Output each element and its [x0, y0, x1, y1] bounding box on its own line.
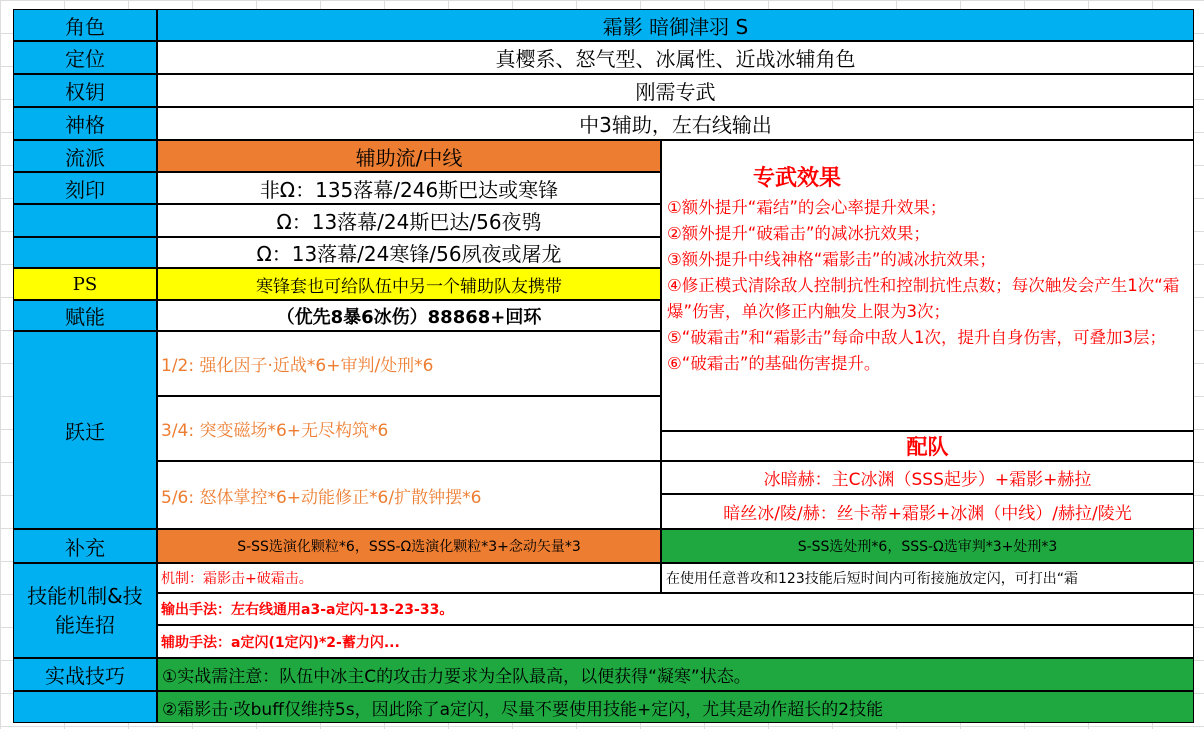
label-key[interactable] [13, 74, 157, 107]
team-line-1[interactable] [661, 461, 1194, 494]
label-leap-text: 跃迁 [65, 419, 105, 444]
combo-output[interactable] [157, 593, 1194, 625]
label-ps-text: PS [72, 273, 98, 295]
role-value[interactable] [157, 9, 1194, 41]
label-position-text: 定位 [65, 47, 105, 71]
team-title-text: 配队 [906, 435, 949, 459]
label-practice-blank[interactable] [13, 691, 157, 723]
label-imprint-text: 刻印 [65, 177, 105, 202]
weapon-effect-line: ①额外提升“霜结”的会心率提升效果； [667, 198, 947, 217]
label-practice-text: 实战技巧 [45, 664, 125, 688]
tip-row-2[interactable] [157, 691, 1194, 723]
label-imprint-blank-1[interactable] [13, 204, 157, 237]
leap-text-1: 1/2: 强化因子·近战*6+审判/处刑*6 [161, 356, 434, 376]
school-value[interactable] [157, 140, 661, 172]
key-value[interactable] [157, 74, 1194, 107]
label-imprint[interactable] [13, 172, 157, 204]
weapon-effects-title: 专武效果 [753, 166, 842, 191]
supplement-left-text: S-SS选演化颗粒*6，SSS-Ω选演化颗粒*3+念动矢量*3 [237, 539, 581, 555]
team-line-2[interactable] [661, 494, 1194, 529]
label-practice[interactable] [13, 658, 157, 691]
imprint-row-3[interactable] [157, 237, 661, 268]
label-position[interactable] [13, 41, 157, 74]
mechanism-right-text: 在使用任意普攻和123技能后短时间内可衔接施放定闪，可打出“霜 [666, 571, 1078, 587]
weapon-effect-line: ③额外提升中线神格“霜影击”的减冰抗效果； [667, 250, 996, 269]
weapon-effect-line: ④修正模式清除敌人控制抗性和控制抗性点数；每次触发会产生1次“霜爆”伤害，单次修正内触发上限为3次； [667, 276, 1180, 321]
position-value-text: 真樱系、怒气型、冰属性、近战冰辅角色 [495, 47, 856, 71]
imprint-row-2[interactable] [157, 204, 661, 237]
label-role-text: 角色 [65, 14, 105, 39]
mechanism-left[interactable] [157, 563, 661, 593]
label-school-text: 流派 [65, 145, 105, 170]
label-god-text: 神格 [65, 113, 105, 137]
label-leap[interactable] [13, 331, 157, 529]
combo-support-text: 辅助手法：a定闪(1定闪)*2-蓄力闪... [161, 634, 400, 651]
weapon-effect-line: ⑥“破霜击”的基础伤害提升。 [667, 354, 881, 373]
weapon-effect-line: ②额外提升“破霜击”的减冰抗效果； [667, 224, 930, 243]
label-supplement-text: 补充 [65, 535, 105, 560]
position-value[interactable] [157, 41, 1194, 74]
leap-text-2: 3/4: 突变磁场*6+无尽构筑*6 [161, 421, 389, 441]
team-line-1-text: 冰暗赫：主C冰渊（SSS起步）+霜影+赫拉 [763, 470, 1092, 490]
talent-value-text: （优先8暴6冰伤）88868+回环 [276, 306, 542, 328]
imprint-text-2: Ω：13落幕/24斯巴达/56夜鸮 [276, 210, 542, 234]
tip-row-1[interactable] [157, 658, 1194, 691]
leap-row-2[interactable] [157, 396, 661, 461]
talent-value[interactable] [157, 300, 661, 331]
label-skills-text: 技能机制&技能连招 [27, 583, 143, 637]
label-supplement[interactable] [13, 529, 157, 563]
label-school[interactable] [13, 140, 157, 172]
imprint-row-1[interactable] [157, 172, 661, 204]
label-key-text: 权钥 [65, 80, 105, 104]
leap-text-3: 5/6: 怒体掌控*6+动能修正*6/扩散钟摆*6 [161, 487, 482, 508]
supplement-right[interactable] [661, 529, 1194, 563]
supplement-right-text: S-SS选处刑*6，SSS-Ω选审判*3+处刑*3 [797, 539, 1058, 555]
weapon-effect-line: ⑤“破霜击”和“霜影击”每命中敌人1次，提升自身伤害，可叠加3层； [667, 328, 1166, 347]
label-talent[interactable] [13, 300, 157, 331]
imprint-text-1: 非Ω：135落幕/246斯巴达或寒锋 [259, 177, 559, 202]
label-imprint-blank-2[interactable] [13, 237, 157, 268]
key-value-text: 刚需专武 [635, 80, 716, 104]
leap-row-1[interactable] [157, 331, 661, 396]
weapon-effects-list [667, 195, 1190, 377]
role-value-text: 霜影 暗御津羽 S [602, 14, 749, 39]
team-line-2-text: 暗丝冰/陵/赫：丝卡蒂+霜影+冰渊（中线）/赫拉/陵光 [723, 504, 1132, 524]
label-skills[interactable] [13, 563, 157, 658]
tip-text-1: ①实战需注意：队伍中冰主C的攻击力要求为全队最高，以便获得“凝寒”状态。 [162, 667, 751, 687]
mechanism-left-text: 机制：霜影击+破霜击。 [161, 571, 313, 587]
label-ps[interactable] [13, 268, 157, 300]
combo-support[interactable] [157, 625, 1194, 658]
tip-text-2: ②霜影击·改buff仅维持5s，因此除了a定闪，尽量不要使用技能+定闪，尤其是动作超长的2技能 [162, 699, 884, 720]
label-god[interactable] [13, 107, 157, 140]
imprint-text-3: Ω：13落幕/24寒锋/56夙夜或屠龙 [256, 242, 562, 266]
god-value[interactable] [157, 107, 1194, 140]
label-role[interactable] [13, 9, 157, 41]
leap-row-3[interactable] [157, 461, 661, 529]
school-value-text: 辅助流/中线 [355, 145, 463, 170]
team-title[interactable] [661, 431, 1194, 461]
combo-output-text: 输出手法：左右线通用a3-a定闪-13-23-33。 [161, 602, 454, 618]
label-talent-text: 赋能 [65, 305, 105, 329]
supplement-left[interactable] [157, 529, 661, 563]
mechanism-right[interactable] [661, 563, 1194, 593]
ps-value-text: 寒锋套也可给队伍中另一个辅助队友携带 [256, 276, 562, 297]
ps-value[interactable] [157, 268, 661, 300]
god-value-text: 中3辅助，左右线输出 [579, 113, 772, 137]
weapon-effects-panel [661, 140, 1194, 431]
